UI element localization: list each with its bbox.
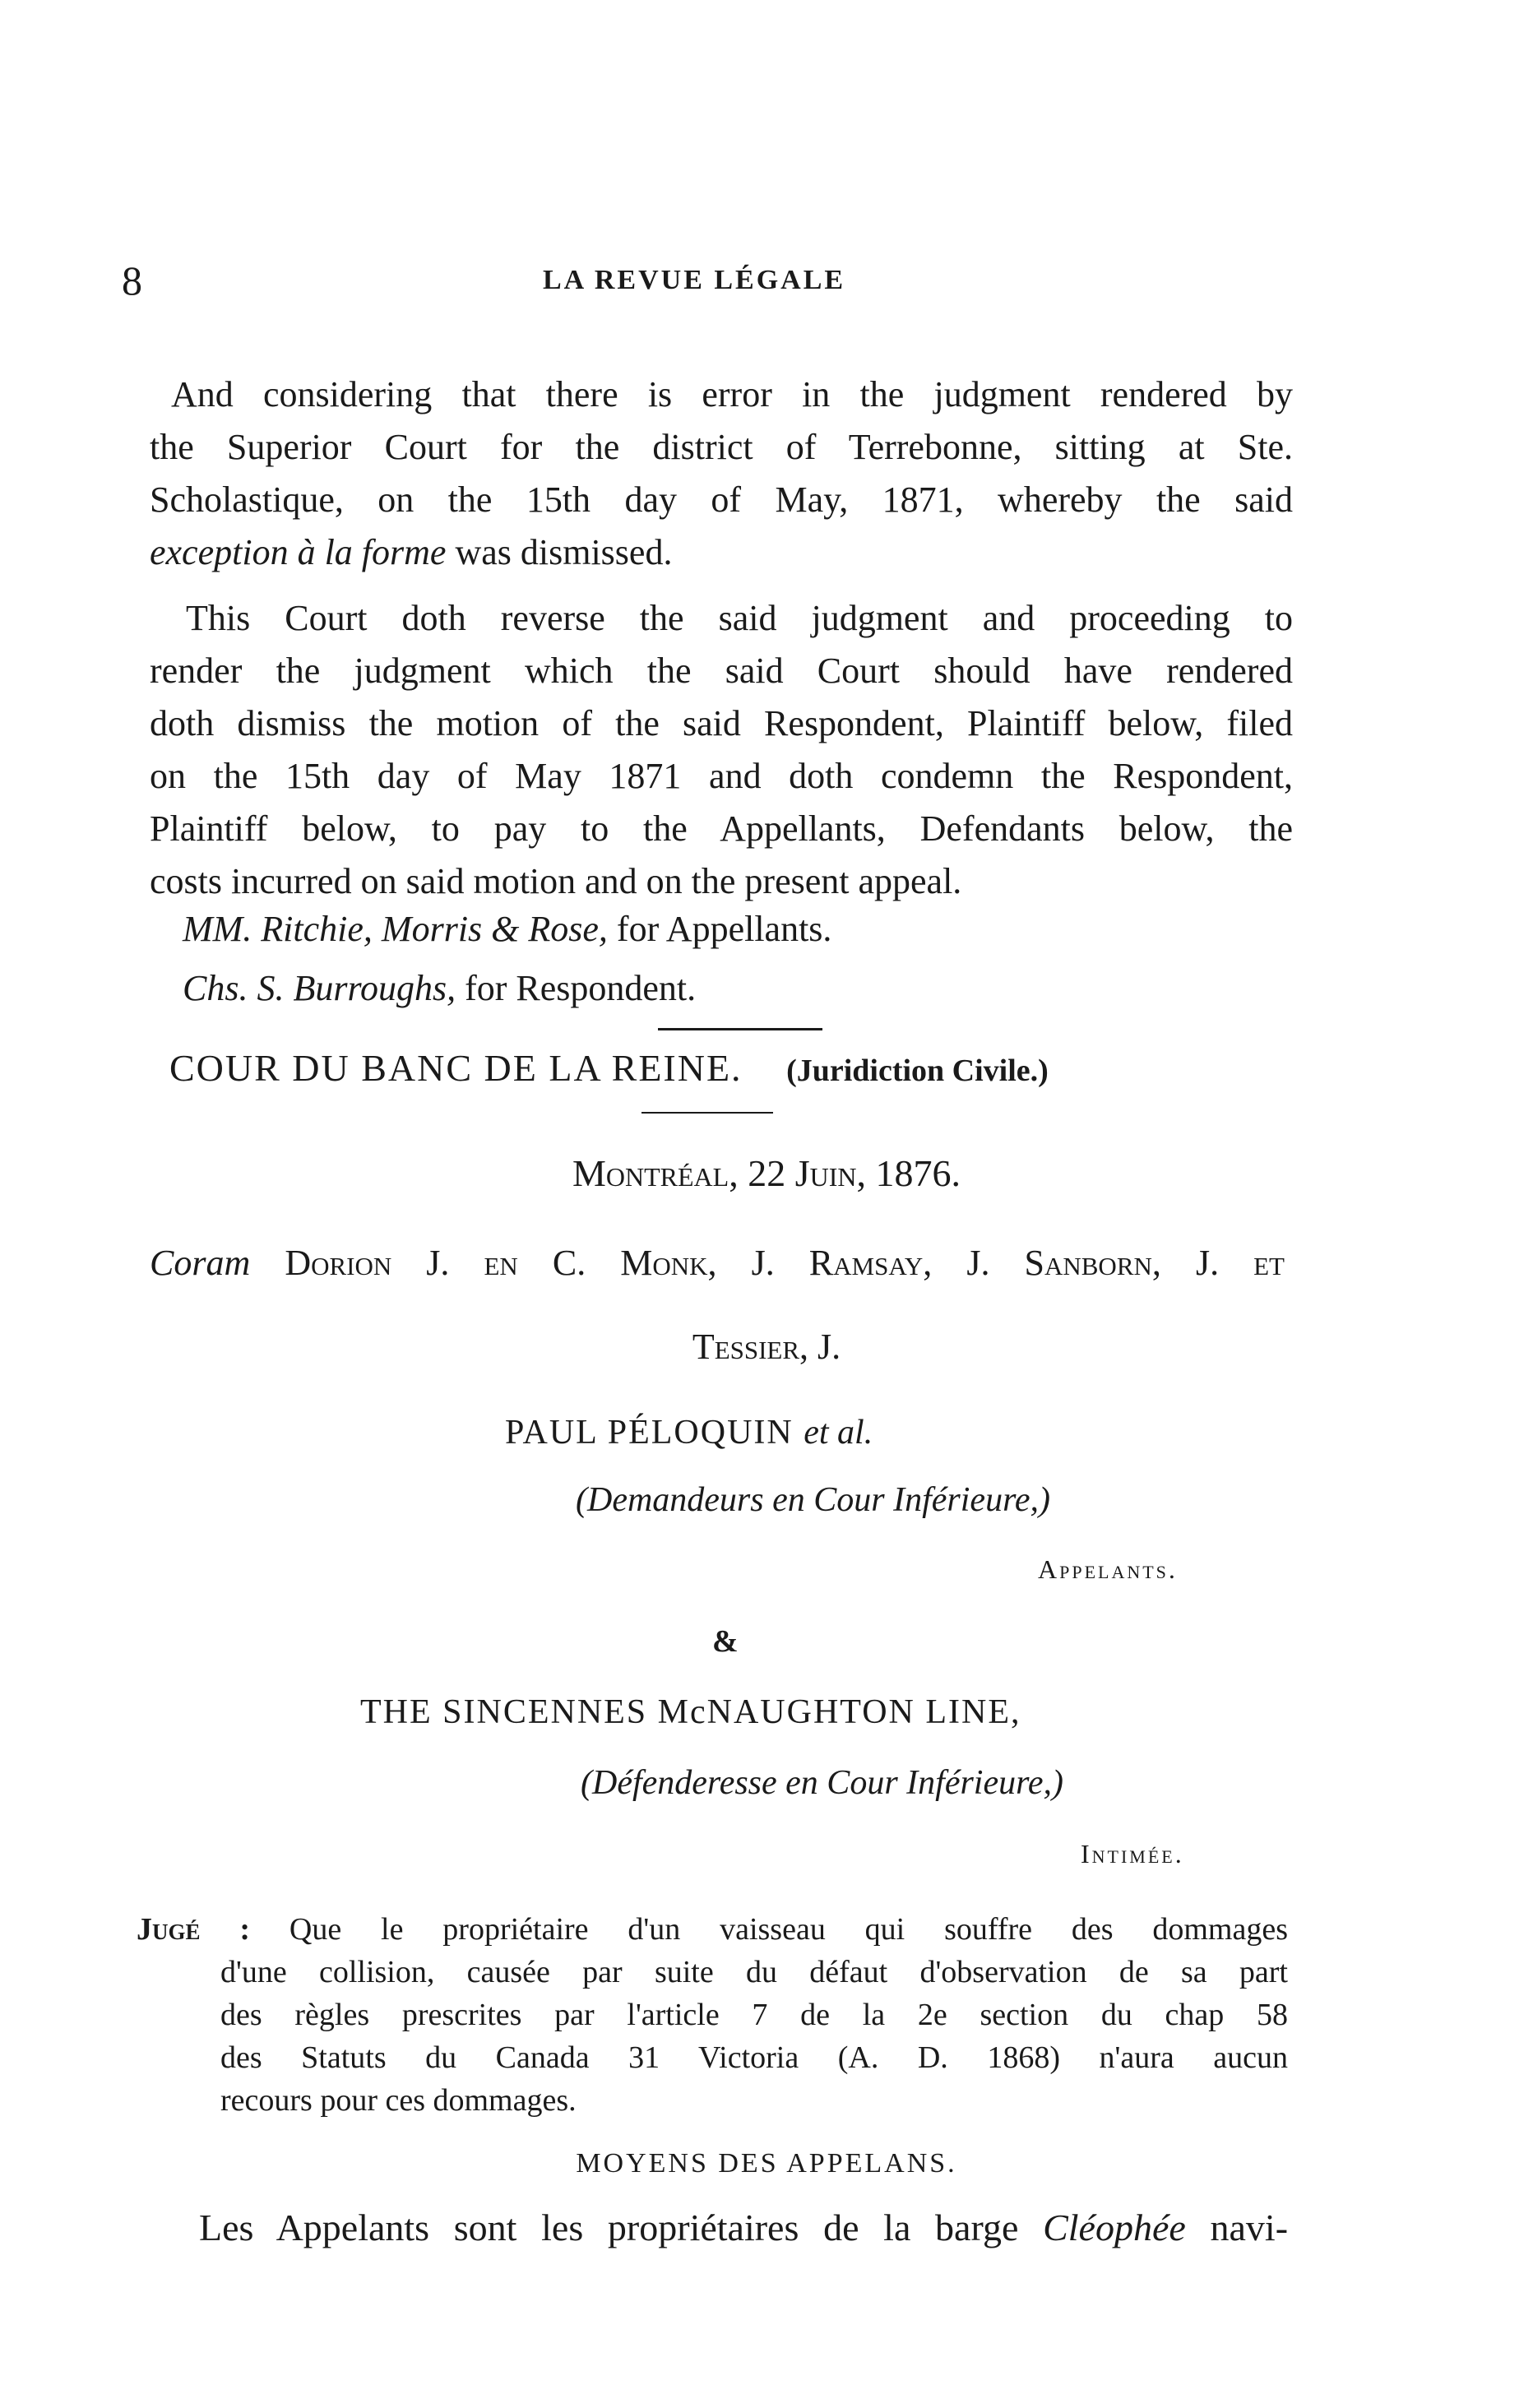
text-fragment: Que le propriétaire d'un vaisseau qui souffre des dommages	[289, 1912, 1288, 1947]
text-line: Plaintiff below, to pay to the Appellants, Defendants below, the	[150, 808, 1293, 849]
holding-label: Jugé :	[137, 1912, 251, 1947]
appellant-lower-role: (Demandeurs en Cour Inférieure,)	[576, 1481, 1050, 1519]
judges: Dorion J. en C. Monk, J. Ramsay, J. Sanborn, J. et	[285, 1243, 1285, 1283]
counsel-names: MM. Ritchie, Morris & Rose,	[183, 909, 608, 949]
jurisdiction: (Juridiction Civile.)	[786, 1054, 1049, 1088]
text-line: recours pour ces dommages.	[220, 2083, 577, 2118]
text-line: doth dismiss the motion of the said Respondent, Plaintiff below, filed	[150, 703, 1293, 743]
court-heading	[169, 1046, 1049, 1090]
text-line	[137, 1908, 1288, 1951]
text-line: Scholastique, on the 15th day of May, 1871, whereby the said	[150, 479, 1293, 520]
text-fragment: was dismissed.	[446, 532, 673, 572]
text-line: on the 15th day of May 1871 and doth condemn the Respondent,	[150, 756, 1293, 796]
final-text-line	[199, 2206, 1288, 2249]
text-line: d'une collision, causée par suite du défaut d'observation de sa part	[220, 1955, 1288, 1989]
judges-continued: Tessier, J.	[692, 1327, 841, 1367]
respondent-role: Intimée.	[1081, 1839, 1184, 1869]
judgment-paragraph-1	[150, 368, 1293, 579]
counsel-role: for Respondent.	[465, 968, 697, 1008]
text-line: This Court doth reverse the said judgment and proceeding to	[186, 598, 1293, 638]
text-line: the Superior Court for the district of Terrebonne, sitting at Ste.	[150, 427, 1293, 467]
separator-rule	[641, 1112, 773, 1114]
vessel-name: Cléophée	[1043, 2207, 1186, 2248]
decision-date: Montréal, 22 Juin, 1876.	[572, 1152, 961, 1194]
coram-word: Coram	[150, 1243, 251, 1283]
court-name: COUR DU BANC DE LA REINE.	[169, 1047, 743, 1089]
text-fragment: Les Appelants sont les propriétaires de la barge	[199, 2207, 1019, 2248]
separator-rule	[658, 1028, 822, 1030]
text-line: render the judgment which the said Court should have rendered	[150, 651, 1293, 691]
ampersand: &	[712, 1624, 739, 1659]
text-line: des règles prescrites par l'article 7 de la 2e section du chap 58	[220, 1998, 1288, 2032]
respondent-lower-role: (Défenderesse en Cour Inférieure,)	[581, 1764, 1064, 1802]
appellant-name: PAUL PÉLOQUIN	[505, 1414, 794, 1452]
appellant-suffix: et al.	[804, 1414, 873, 1452]
appellant-party	[505, 1413, 873, 1452]
counsel-role: for Appellants.	[616, 909, 832, 949]
judgment-paragraph-2	[150, 592, 1293, 908]
text-line	[150, 526, 1293, 579]
text-line: And considering that there is error in the judgment rendered by	[171, 374, 1293, 414]
text-line: costs incurred on said motion and on the present appeal.	[150, 861, 962, 901]
text-fragment: navi-	[1210, 2207, 1289, 2248]
page-number: 8	[122, 257, 142, 303]
section-heading: MOYENS DES APPELANS.	[576, 2148, 957, 2179]
appellants-counsel	[183, 908, 831, 950]
coram-line	[150, 1242, 1285, 1284]
appellant-role: Appelants.	[1038, 1554, 1178, 1584]
respondent-counsel	[183, 967, 696, 1009]
italic-phrase: exception à la forme	[150, 532, 447, 572]
running-head: LA REVUE LÉGALE	[543, 265, 846, 295]
text-line: des Statuts du Canada 31 Victoria (A. D. 1868) n'aura aucun	[220, 2040, 1288, 2075]
counsel-names: Chs. S. Burroughs,	[183, 968, 456, 1008]
respondent-name: THE SINCENNES McNAUGHTON LINE,	[360, 1693, 1021, 1731]
holding-summary	[137, 1908, 1288, 2122]
